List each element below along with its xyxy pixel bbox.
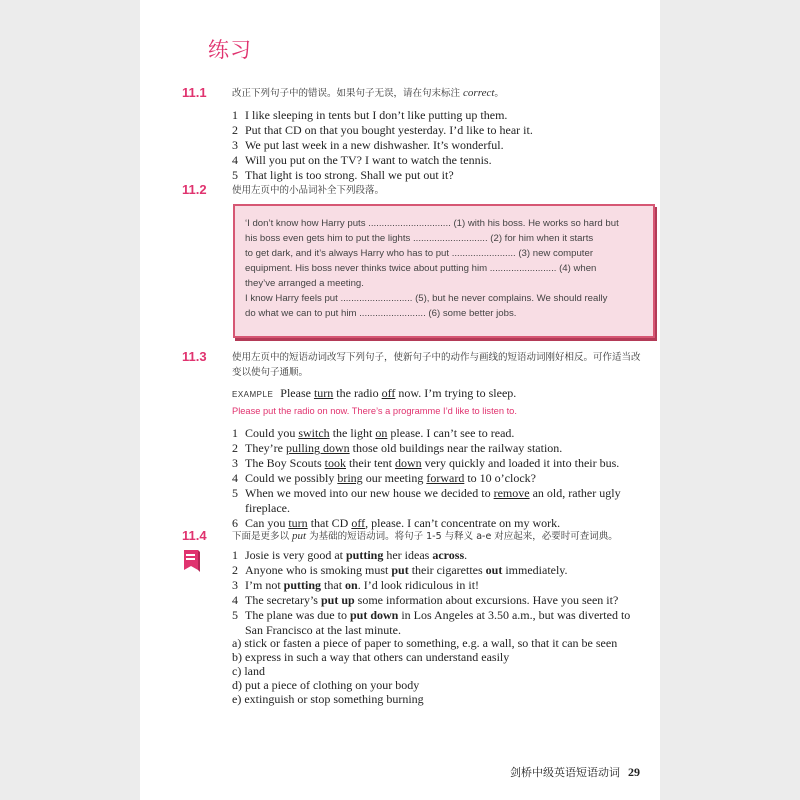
paragraph-line: equipment. His boss never thinks twice about putting him ......................... (4) when (245, 263, 597, 274)
sentence-part: The secretary’s (245, 593, 321, 607)
list-item (232, 578, 652, 593)
item-number: 3 (232, 578, 238, 592)
item-number: 3 (232, 456, 238, 470)
gap-fill-paragraph (235, 206, 653, 321)
key-phrase: on (375, 426, 388, 440)
item-text: Will you put on the TV? I want to watch the tennis. (245, 153, 492, 167)
key-phrase: pulling down (285, 441, 350, 455)
item-number: 4 (232, 471, 238, 485)
item-number: 4 (232, 593, 238, 607)
underlined-phrase: turn (313, 386, 334, 400)
paragraph-line: they’ve arranged a meeting. (245, 278, 364, 289)
list-item (232, 108, 652, 123)
sentence-part: . I’d look ridiculous in it! (357, 578, 480, 592)
key-phrase: turn (288, 516, 308, 530)
sentence-part: The Boy Scouts (245, 456, 325, 470)
item-number: 2 (232, 441, 238, 455)
definition-item: e) extinguish or stop something burning (232, 692, 424, 706)
sentence-part: their tent (346, 456, 395, 470)
sentence-part: some information about excursions. Have you seen it? (354, 593, 619, 607)
item-number: 5 (232, 168, 238, 182)
list-item (232, 471, 652, 486)
paragraph-line: ‘I don’t know how Harry puts ............................... (1) with his boss. He works so hard but (245, 218, 619, 229)
exercise-11-3-number: 11.3 (182, 349, 207, 364)
sentence-part: very quickly and loaded it into their bus. (421, 456, 620, 470)
item-text: I like sleeping in tents but I don’t like putting up them. (245, 108, 508, 122)
sentence-part: in Los Angeles at 3.50 a.m., but was diverted to (398, 608, 631, 622)
page-title: 练习 (208, 38, 252, 62)
exercise-11-1-number: 11.1 (182, 85, 207, 100)
key-phrase: putting (346, 548, 384, 562)
key-phrase: took (324, 456, 347, 470)
exercise-11-1-instruction: 改正下列句子中的错误。如果句子无误，请在句末标注 correct。 (232, 87, 504, 99)
key-phrase: put (391, 563, 409, 577)
underlined-phrase: off (381, 386, 396, 400)
paragraph-line: his boss even gets him to put the lights ............................ (2) for him when it starts (245, 233, 594, 244)
sentence-part: please. I can’t see to read. (387, 426, 515, 440)
key-phrase: put down (349, 608, 399, 622)
sentence-part: that (321, 578, 346, 592)
list-item (232, 501, 652, 516)
list-item (232, 138, 652, 153)
sentence-part: their cigarettes (408, 563, 486, 577)
list-item (232, 563, 652, 578)
item-number: 1 (232, 426, 238, 440)
list-item (232, 153, 652, 168)
list-item (232, 486, 652, 501)
exercise-11-2-number: 11.2 (182, 182, 207, 197)
item-number: 2 (232, 563, 238, 577)
item-number: 5 (232, 486, 238, 500)
sentence-part: The plane was due to (245, 608, 350, 622)
list-item (232, 441, 652, 456)
list-item (232, 608, 652, 623)
item-number: 4 (232, 153, 238, 167)
paragraph-line: I know Harry feels put ........................... (5), but he never complains. We should really (245, 293, 608, 304)
sentence-part: the light (329, 426, 376, 440)
sentence-part: Please (280, 386, 314, 400)
exercise-11-2-instruction: 使用左页中的小品词补全下列段落。 (232, 185, 385, 196)
definition-item: b) express in such a way that others can understand easily (232, 650, 510, 664)
page-number: 29 (628, 765, 640, 779)
sentence-part: Could we possibly (245, 471, 338, 485)
book-title: 剑桥中级英语短语动词 (510, 766, 620, 779)
sentence-part: that CD (307, 516, 352, 530)
paragraph-line: do what we can to put him ......................... (6) some better jobs. (245, 308, 517, 319)
definition-item: d) put a piece of clothing on your body (232, 678, 420, 692)
definition-item: a) stick or fasten a piece of paper to something, e.g. a wall, so that it can be seen (232, 636, 618, 650)
gap-fill-text-box (233, 204, 655, 338)
item-number: 3 (232, 138, 238, 152)
sentence-part: , please. I can’t concentrate on my work. (365, 516, 561, 530)
page-footer (510, 764, 640, 780)
key-phrase: putting (283, 578, 322, 592)
key-phrase: bring (337, 471, 363, 485)
key-phrase: switch (298, 426, 330, 440)
key-phrase: out (485, 563, 503, 577)
list-item (232, 456, 652, 471)
paragraph-line: to get dark, and it’s always Harry who has to put ........................ (3) new computer (245, 248, 594, 259)
sentence-part: I’m not (245, 578, 284, 592)
sentence-part: the radio (333, 386, 382, 400)
sentence-part: her ideas (383, 548, 433, 562)
definitions-list (232, 636, 652, 706)
key-phrase: put up (320, 593, 355, 607)
sentence-part: our meeting (362, 471, 427, 485)
key-phrase: across (432, 548, 465, 562)
list-item (232, 123, 652, 138)
sentence-part: They’re (245, 441, 286, 455)
sentence-part: fireplace. (245, 501, 290, 515)
sentence-part: Josie is very good at (245, 548, 346, 562)
exercise-11-4-instruction: 下面是更多以 put 为基础的短语动词。将句子 1-5 与释义 a-e 对应起来，必要时可查词典。 (232, 530, 618, 542)
item-number: 1 (232, 548, 238, 562)
sentence-part: Can you (245, 516, 289, 530)
sentence-part: . (464, 548, 468, 562)
list-item (232, 168, 652, 183)
exercise-11-4-number: 11.4 (182, 528, 207, 543)
example-answer: Please put the radio on now. There’s a programme I’d like to listen to. (232, 406, 517, 416)
sentence-part: Anyone who is smoking must (245, 563, 392, 577)
item-number: 1 (232, 108, 238, 122)
exercise-11-4-list (232, 548, 652, 638)
sentence-part: to 10 o’clock? (464, 471, 536, 485)
example-sentence (232, 386, 516, 401)
list-item (232, 548, 652, 563)
list-item (232, 426, 652, 441)
item-number: 6 (232, 516, 238, 530)
sentence-part: When we moved into our new house we decided to (245, 486, 494, 500)
sentence-part: San Francisco at the last minute. (245, 623, 401, 637)
sentence-part: Could you (245, 426, 299, 440)
example-label: EXAMPLE (232, 390, 274, 399)
key-phrase: down (395, 456, 422, 470)
item-text: That light is too strong. Shall we put out it? (245, 168, 454, 182)
sentence-part: now. I’m trying to sleep. (395, 386, 517, 400)
exercise-11-3-instruction: 使用左页中的短语动词改写下列句子，使新句子中的动作与画线的短语动词刚好相反。可作适当改 变以使句子通顺。 (232, 352, 641, 378)
list-item (232, 593, 652, 608)
sentence-part: an old, rather ugly (529, 486, 621, 500)
exercise-11-1-list (232, 108, 652, 183)
item-text: We put last week in a new dishwasher. It’s wonderful. (245, 138, 504, 152)
sentence-part: those old buildings near the railway station. (349, 441, 563, 455)
key-phrase: on (345, 578, 358, 592)
key-phrase: forward (426, 471, 465, 485)
sentence-part: immediately. (502, 563, 568, 577)
item-number: 5 (232, 608, 238, 622)
key-phrase: remove (493, 486, 530, 500)
item-number: 2 (232, 123, 238, 137)
exercise-11-3-list (232, 426, 652, 531)
dictionary-icon (182, 548, 202, 574)
definition-item: c) land (232, 664, 265, 678)
item-text: Put that CD on that you bought yesterday. I’d like to hear it. (245, 123, 533, 137)
key-phrase: off (351, 516, 366, 530)
